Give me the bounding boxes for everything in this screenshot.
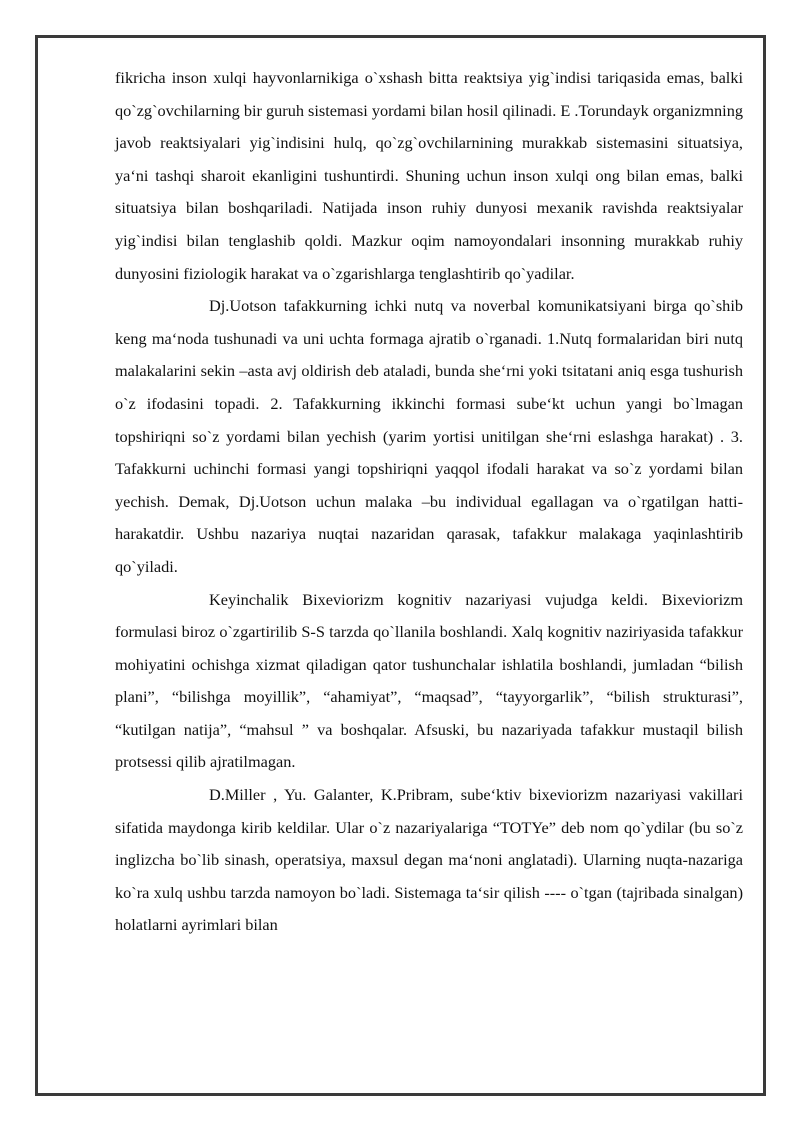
paragraph-4: D.Miller , Yu. Galanter, K.Pribram, sube‘ktiv bixeviorizm nazariyasi vakillari sifatida maydonga kirib keldilar. Ular o`z nazariyalariga “TOTYe” deb nom qo`ydilar (bu so`z inglizcha bo`lib sinash, operatsiya, maxsul degan ma‘noni anglatadi). Ularning nuqta-nazariga ko`ra xulq ushbu tarzda namoyon bo`ladi. Sistemaga ta‘sir qilish ---- o`tgan (tajribada sinalgan) holatlarni ayrimlari bilan — [115, 785, 743, 935]
document-body — [115, 62, 743, 942]
paragraph-3: Keyinchalik Bixeviorizm kognitiv nazariyasi vujudga keldi. Bixeviorizm formulasi biroz o`zgartirilib S-S tarzda qo`llanila boshlandi. Xalq kognitiv naziriyasida tafakkur mohiyatini ochishga xizmat qiladigan qator tushunchalar ishlatila boshlandi, jumladan “bilish plani”, “bilishga moyillik”, “ahamiyat”, “maqsad”, “tayyorgarlik”, “bilish strukturasi”, “kutilgan natija”, “mahsul ” va boshqalar. Afsuski, bu nazariyada tafakkur mustaqil bilish protsessi qilib ajratilmagan. — [115, 589, 743, 772]
paragraph-2: Dj.Uotson tafakkurning ichki nutq va noverbal komunikatsiyani birga qo`shib keng ma‘noda tushunadi va uni uchta formaga ajratib o`rganadi. 1.Nutq formalaridan biri nutq malakalarini sekin –asta avj oldirish deb ataladi, bunda she‘rni yoki tsitatani aniq esga tushurish o`z ifodasini topadi. 2. Tafakkurning ikkinchi formasi sube‘kt uchun yangi bo`lmagan topshiriqni so`z yordami bilan yechish (yarim yortisi unitilgan she‘rni eslashga harakat) . 3. Tafakkurni uchinchi formasi yangi topshiriqni yaqqol ifodali harakat va so`z yordami bilan yechish. Demak, Dj.Uotson uchun malaka –bu individual egallagan va o`rgatilgan hatti-harakatdir. Ushbu nazariya nuqtai nazaridan qarasak, tafakkur malakaga yaqinlashtirib qo`yiladi. — [115, 296, 743, 576]
paragraph-1: fikricha inson xulqi hayvonlarnikiga o`xshash bitta reaktsiya yig`indisi tariqasida emas, balki qo`zg`ovchilarning bir guruh sistemasi yordami bilan hosil qilinadi. E .Torundayk organizmning javob reaktsiyalari yig`indisini hulq, qo`zg`ovchilarnining murakkab sistemasini situatsiya, ya‘ni tashqi sharoit ekanligini tushuntirdi. Shuning uchun inson xulqi ong bilan emas, balki situatsiya bilan boshqariladi. Natijada inson ruhiy dunyosi mexanik ravishda reaktsiyalar yig`indisi bilan tenglashib qoldi. Mazkur oqim namoyondalari insonning murakkab ruhiy dunyosini fiziologik harakat va o`zgarishlarga tenglashtirib qo`yadilar. — [115, 68, 743, 283]
